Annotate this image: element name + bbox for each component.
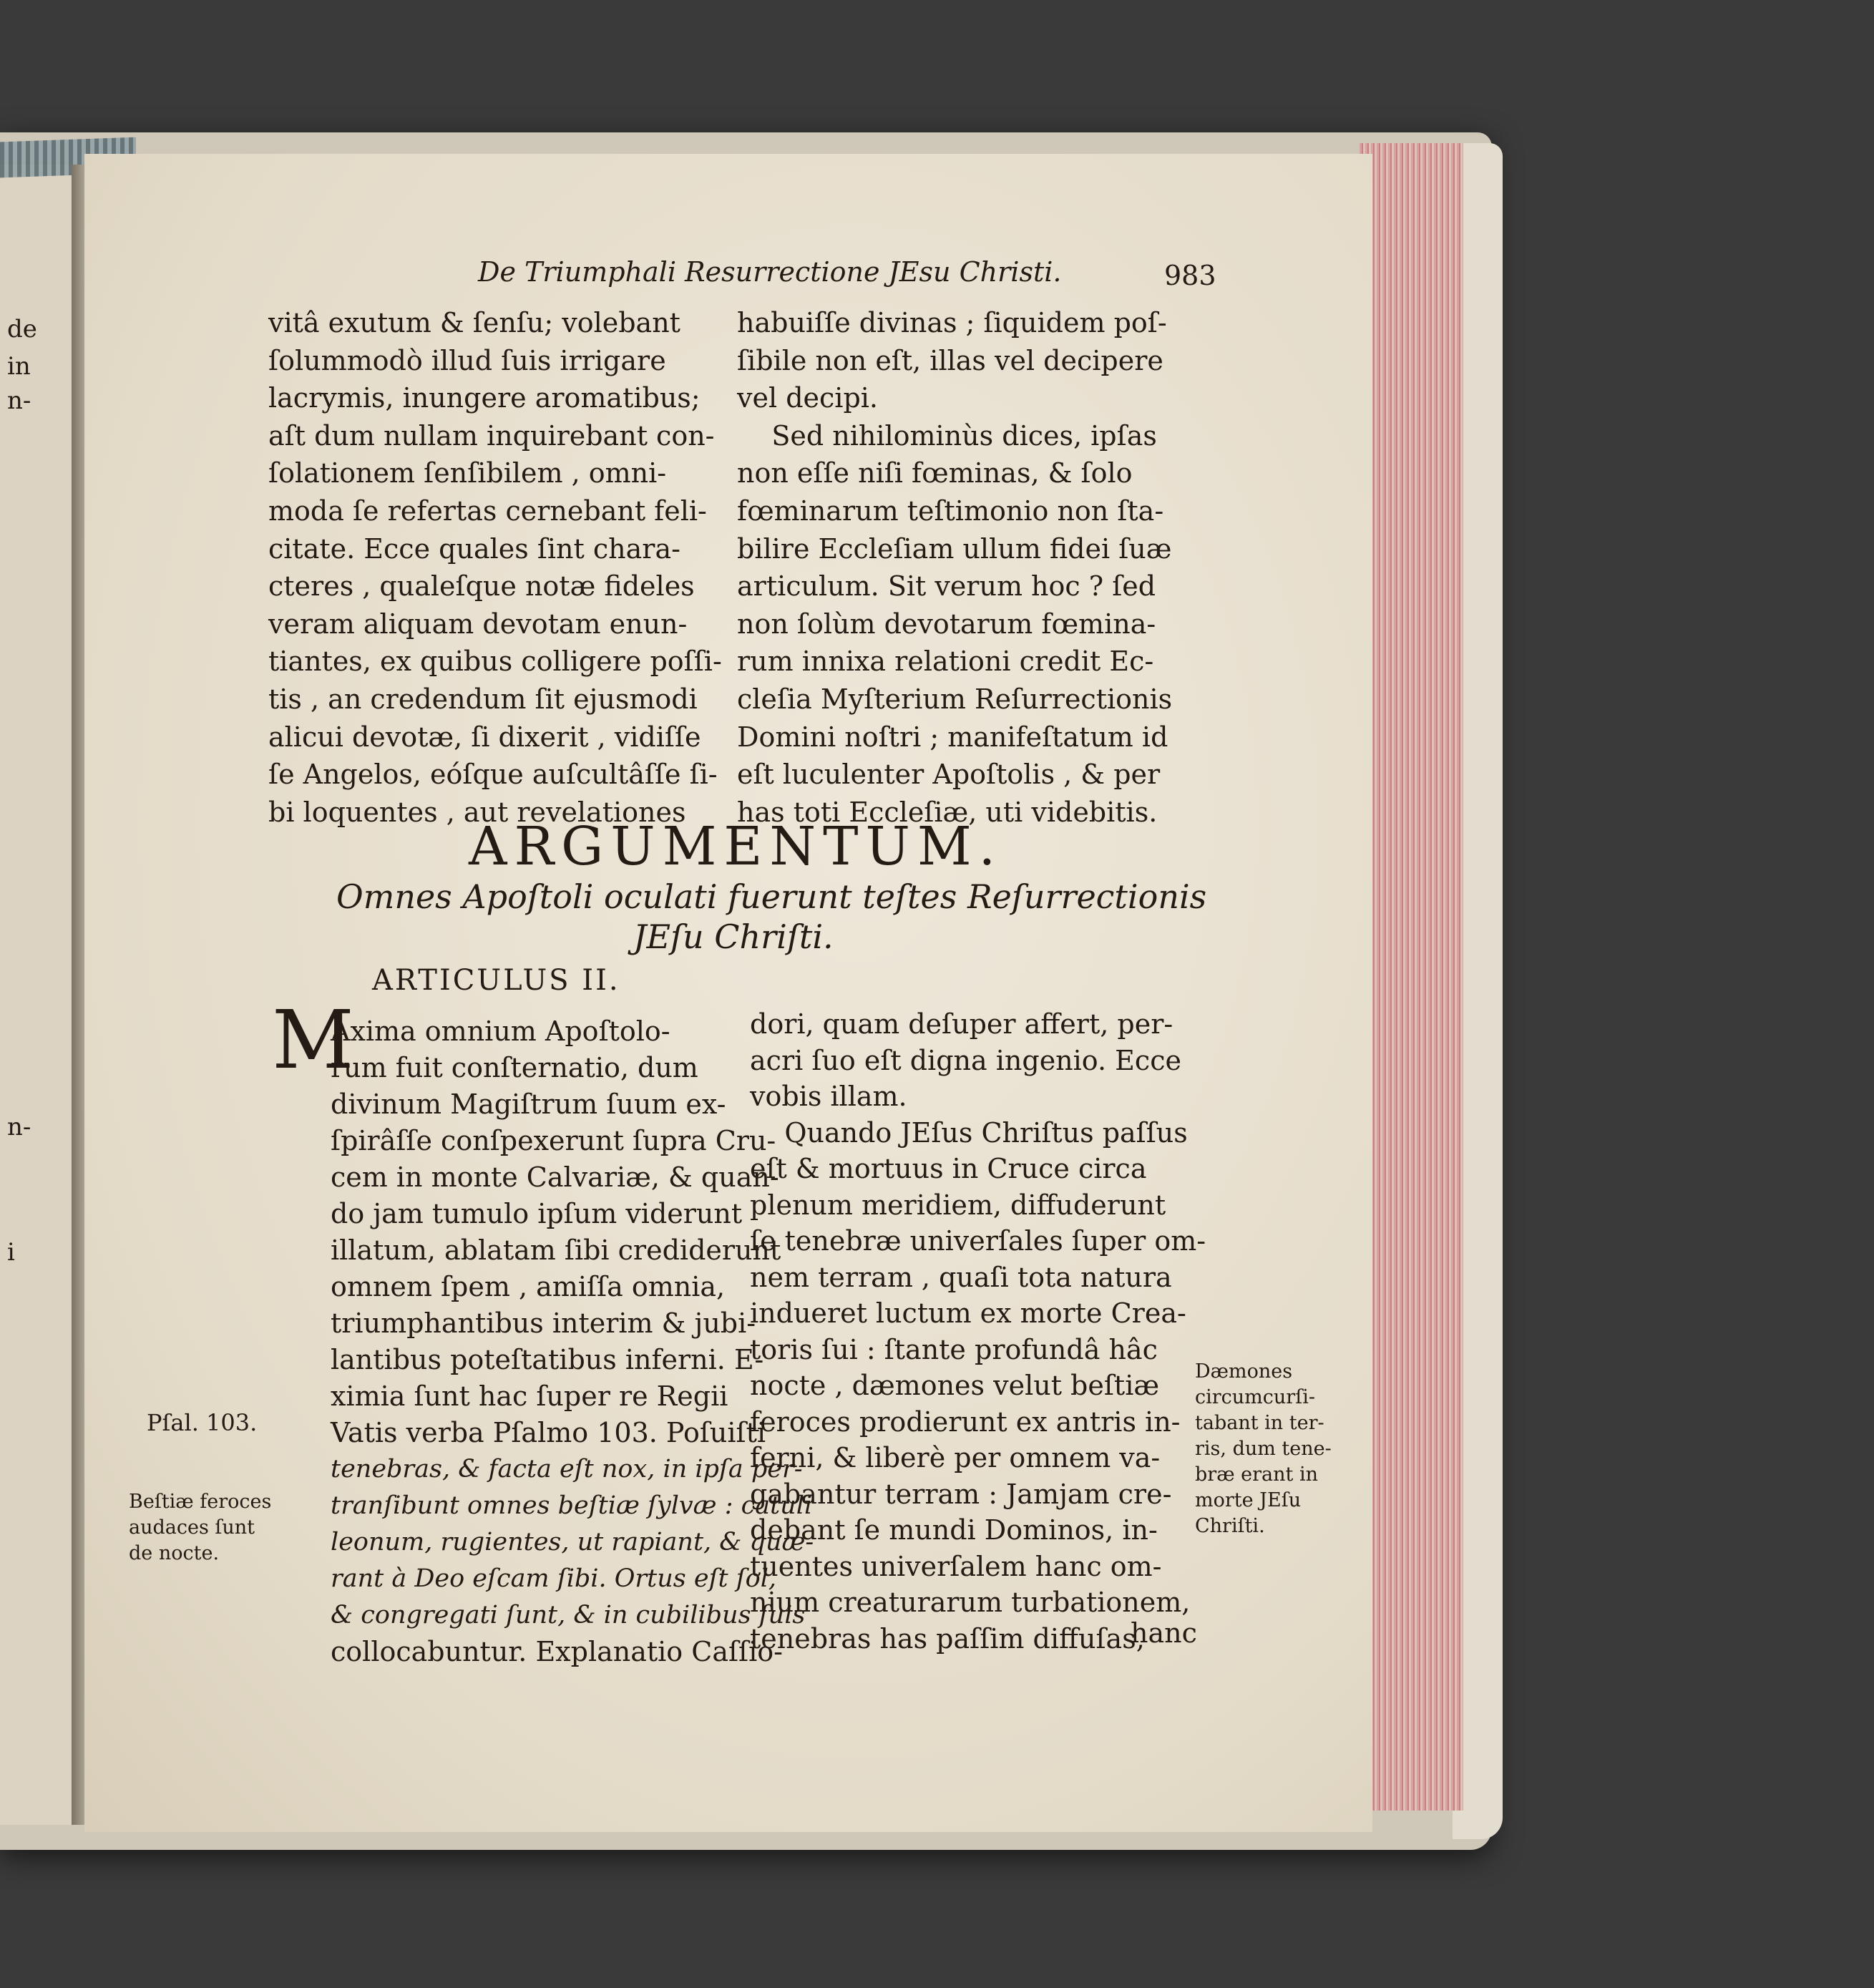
text-line: omnem ſpem , amiſſa omnia, [331,1271,726,1302]
text-line: has toti Eccleſiæ, uti videbitis. [737,796,1158,828]
left-fragment: n- [7,1113,31,1141]
text-line: ſe tenebræ univerſales ſuper om- [750,1225,1206,1257]
text-line: toris ſui : ſtante profundâ hâc [750,1333,1158,1365]
text-line: rum fuit conſternatio, dum [331,1052,698,1083]
margin-note-line: bræ erant in [1195,1463,1318,1486]
margin-note-line: circumcurſi- [1195,1386,1315,1408]
text-line: moda ſe refertas cernebant feli- [268,495,707,527]
text-line: ſpirâſſe conſpexerunt ſupra Cru- [331,1125,776,1156]
text-line: feroces prodierunt ex antris in- [750,1405,1181,1438]
text-line: cleſia Myſterium Reſurrectionis [737,683,1173,715]
margin-psalm-ref: Pſal. 103. [147,1409,258,1436]
left-fragment: i [7,1238,15,1267]
text-line: leonum, rugientes, ut rapiant, & quæ- [331,1528,814,1556]
text-line: vel decipi. [737,382,878,414]
text-line: eſt & mortuus in Cruce circa [750,1153,1147,1184]
page-number: 983 [1164,260,1216,291]
left-page [0,165,81,1825]
text-line: illatum, ablatam ſibi crediderunt [331,1234,781,1266]
text-line: non ſolùm devotarum fœmina- [737,608,1156,640]
text-line: nocte , dæmones velut beſtiæ [750,1370,1160,1401]
text-line: alicui devotæ, ſi dixerit , vidiſſe [268,721,701,753]
text-line: indueret luctum ex morte Crea- [750,1297,1186,1329]
margin-note-line: Dæmones [1195,1360,1293,1383]
text-line: habuiſſe divinas ; ſiquidem poſ- [737,307,1167,338]
text-line: Axima omnium Apoſtolo- [331,1015,670,1047]
text-line: ferni, & liberè per omnem va- [750,1442,1161,1473]
text-line: Domini noſtri ; manifeſtatum id [737,721,1168,753]
text-line: ximia ſunt hac ſuper re Regii [331,1380,728,1412]
margin-note-line: de nocte. [129,1542,220,1564]
text-line: collocabuntur. Explanatio Caſſio- [331,1636,783,1667]
text-line: citate. Ecce quales ſint chara- [268,532,680,565]
margin-note-line: tabant in ter- [1195,1412,1324,1434]
margin-note-line: ris, dum tene- [1195,1438,1332,1460]
text-line: aſt dum nullam inquirebant con- [268,419,715,452]
section-title: ARGUMENTUM. [469,816,1003,877]
text-line: divinum Magiſtrum ſuum ex- [331,1088,726,1120]
text-line: bi loquentes , aut revelationes [268,796,686,828]
margin-note-line: Beſtiæ feroces [129,1491,272,1513]
left-fragment: de [7,315,37,343]
margin-note-line: Chriſti. [1195,1515,1265,1537]
drop-cap: M [272,994,354,1087]
left-fragment: n- [7,386,31,415]
articulus-heading: ARTICULUS II. [372,964,620,997]
text-line: debant ſe mundi Dominos, in- [750,1514,1158,1546]
text-line: & congregati ſunt, & in cubilibus ſuis [331,1601,806,1629]
text-line: tenebras has paſſim diffuſas, [750,1622,1145,1655]
margin-note-line: audaces ſunt [129,1516,255,1539]
text-line: ſolummodò illud ſuis irrigare [268,344,666,376]
text-line: gabantur terram : Jamjam cre- [750,1478,1172,1510]
catchword: hanc [1131,1617,1197,1649]
text-line: ſolationem ſenſibilem , omni- [268,457,667,489]
text-line: dori, quam deſuper affert, per- [750,1008,1173,1040]
text-line: lantibus poteſtatibus inferni. E- [331,1344,764,1375]
text-line: tiantes, ex quibus colligere poſſi- [268,645,722,678]
text-line: vobis illam. [750,1081,907,1112]
running-head: De Triumphali Resurrectione JEsu Christi. [478,256,1062,288]
text-line: ſibile non eſt, illas vel decipere [737,344,1163,376]
text-line: bilire Eccleſiam ullum fidei ſuæ [737,532,1172,565]
margin-note-line: morte JEſu [1195,1489,1302,1511]
text-line: triumphantibus interim & jubi- [331,1307,756,1339]
text-line: tenebras, & facta eſt nox, in ipſa per- [331,1455,803,1483]
text-line: rant à Deo eſcam ſibi. Ortus eſt ſol, [331,1564,777,1593]
text-line: veram aliquam devotam enun- [268,608,688,640]
section-subtitle-2: JEſu Chriſti. [633,917,834,956]
text-line: tuentes univerſalem hanc om- [750,1550,1162,1582]
text-line: Quando JEſus Chriſtus paſſus [750,1116,1188,1149]
text-line: lacrymis, inungere aromatibus; [268,382,701,414]
section-subtitle-1: Omnes Apoſtoli oculati fuerunt teſtes Reſurrectionis [336,877,1207,916]
text-line: Sed nihilominùs dices, ipſas [737,419,1157,452]
text-line: Vatis verba Pſalmo 103. Poſuiſti [331,1417,766,1448]
text-line: plenum meridiem, diffuderunt [750,1189,1166,1221]
text-line: vitâ exutum & ſenſu; volebant [268,307,680,338]
text-line: tis , an credendum ſit ejusmodi [268,683,698,715]
text-line: cteres , qualeſque notæ fideles [268,570,695,603]
text-line: articulum. Sit verum hoc ? ſed [737,570,1156,603]
red-page-edges [1360,143,1463,1811]
text-line: cem in monte Calvariæ, & quan- [331,1161,779,1193]
text-line: acri ſuo eſt digna ingenio. Ecce [750,1044,1181,1076]
text-line: eſt luculenter Apoſtolis , & per [737,759,1161,791]
text-line: tranſibunt omnes beſtiæ ſylvæ : catuli [331,1491,813,1520]
text-line: nem terram , quaſi tota natura [750,1261,1172,1293]
text-line: nium creaturarum turbationem, [750,1587,1191,1618]
text-line: non eſſe niſi fœminas, & ſolo [737,457,1133,489]
text-line: fœminarum teſtimonio non ſta- [737,495,1164,527]
text-line: rum innixa relationi credit Ec- [737,645,1154,678]
text-line: ſe Angelos, eóſque auſcultâſſe ſi- [268,759,718,791]
left-fragment: in [7,352,31,381]
text-line: do jam tumulo ipſum viderunt [331,1198,743,1229]
